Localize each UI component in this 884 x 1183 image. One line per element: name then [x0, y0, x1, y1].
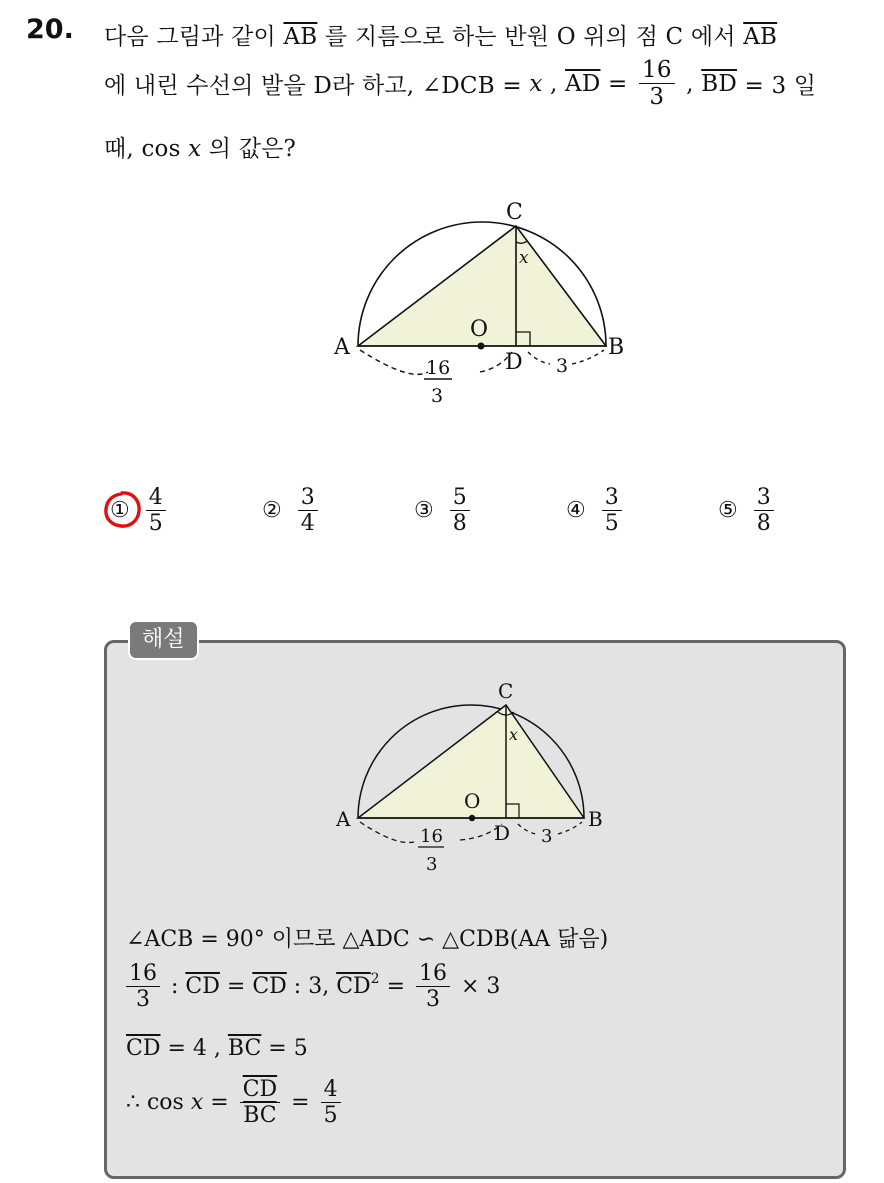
sol-label-ad-num: 16 — [420, 826, 443, 847]
question-line-2 — [104, 58, 816, 109]
segment-ab: $\overline{AB}$ — [283, 24, 318, 50]
var-x-2: x — [188, 136, 202, 162]
center-o-dot — [478, 343, 485, 350]
q2-eq: = — [600, 70, 635, 97]
fraction-ad: $\frac{16}{3}$ — [639, 58, 675, 109]
question-line-3: 때, cos x 의 값은? — [104, 136, 297, 162]
label-ad-den: 3 — [431, 385, 444, 407]
segment-bd: $\overline{BD}$ — [701, 70, 737, 97]
answer-choices — [0, 486, 884, 556]
choice-4-mark: ④ — [566, 498, 586, 524]
q2-text-c: , — [678, 70, 702, 97]
sol-label-o: O — [464, 789, 481, 813]
solution-line-2: $\frac{16}{3}$ : $\overline{CD}$ = $\overline{CD}$ : 3, $\overline{CD}$ $^2$ = $\frac{16}{3}$ × 3 — [126, 962, 500, 1011]
bd-dimension-right — [572, 350, 604, 364]
q1-text-a: 다음 그림과 같이 — [104, 24, 284, 50]
sol-label-d: D — [494, 821, 511, 845]
sol-label-b: B — [588, 807, 603, 831]
sol-label-a: A — [336, 807, 351, 831]
choice-5[interactable]: ⑤ $\frac{3}{8}$ — [718, 486, 778, 535]
label-bd: 3 — [556, 355, 569, 377]
solution-figure — [326, 678, 626, 878]
choice-5-mark: ⑤ — [718, 498, 738, 524]
sol-label-ad-den: 3 — [426, 854, 438, 875]
solution-tag: 해설 — [128, 620, 199, 660]
segment-ab-2: $\overline{AB}$ — [743, 24, 778, 50]
label-ad-num: 16 — [426, 357, 451, 379]
sol-label-x: x — [509, 725, 519, 744]
q2-text-a: 에 내린 수선의 발을 D라 하고, ∠DCB = — [104, 73, 530, 100]
q2-text-b: , — [542, 70, 566, 97]
choice-2[interactable]: ② $\frac{3}{4}$ — [262, 486, 322, 535]
label-o: O — [470, 317, 489, 342]
label-b: B — [608, 335, 625, 360]
var-x: x — [529, 70, 543, 97]
solution-line-1: ∠ACB = 90° 이므로 △ADC ∽ △CDB(AA 닮음) — [126, 927, 609, 952]
sol-label-bd: 3 — [541, 826, 553, 847]
q1-text-b: 를 지름으로 하는 반원 O 위의 점 C 에서 — [317, 24, 744, 50]
solution-line-4: ∴ cos x = $\frac{\overline{CD}}{BC}$ = $\frac{4}{5}$ — [126, 1078, 345, 1127]
bd-dimension-left — [528, 352, 550, 364]
label-d: D — [505, 350, 523, 375]
choice-1-mark: ① — [110, 498, 130, 523]
sol-label-c: C — [498, 679, 514, 703]
question-number: 20. — [26, 14, 74, 45]
question-line-1 — [104, 18, 777, 51]
choice-4[interactable]: ④ $\frac{3}{5}$ — [566, 486, 626, 535]
choice-2-mark: ② — [262, 498, 282, 524]
label-c: C — [506, 200, 523, 225]
label-a: A — [334, 335, 350, 360]
semicircle-figure — [320, 192, 640, 412]
solution-line-3: $\overline{CD}$ = 4 , $\overline{BC}$ = 5 — [126, 1036, 308, 1061]
label-x: x — [519, 248, 529, 268]
choice-3[interactable]: ③ $\frac{5}{8}$ — [414, 486, 474, 535]
choice-3-mark: ③ — [414, 498, 434, 524]
q2-text-d: = 3 일 — [736, 73, 817, 100]
segment-ad: $\overline{AD}$ — [565, 70, 601, 97]
ad-dimension-left — [360, 350, 428, 374]
choice-1[interactable]: ① $\frac{4}{5}$ — [110, 486, 170, 535]
selected-circle-icon — [100, 488, 144, 532]
